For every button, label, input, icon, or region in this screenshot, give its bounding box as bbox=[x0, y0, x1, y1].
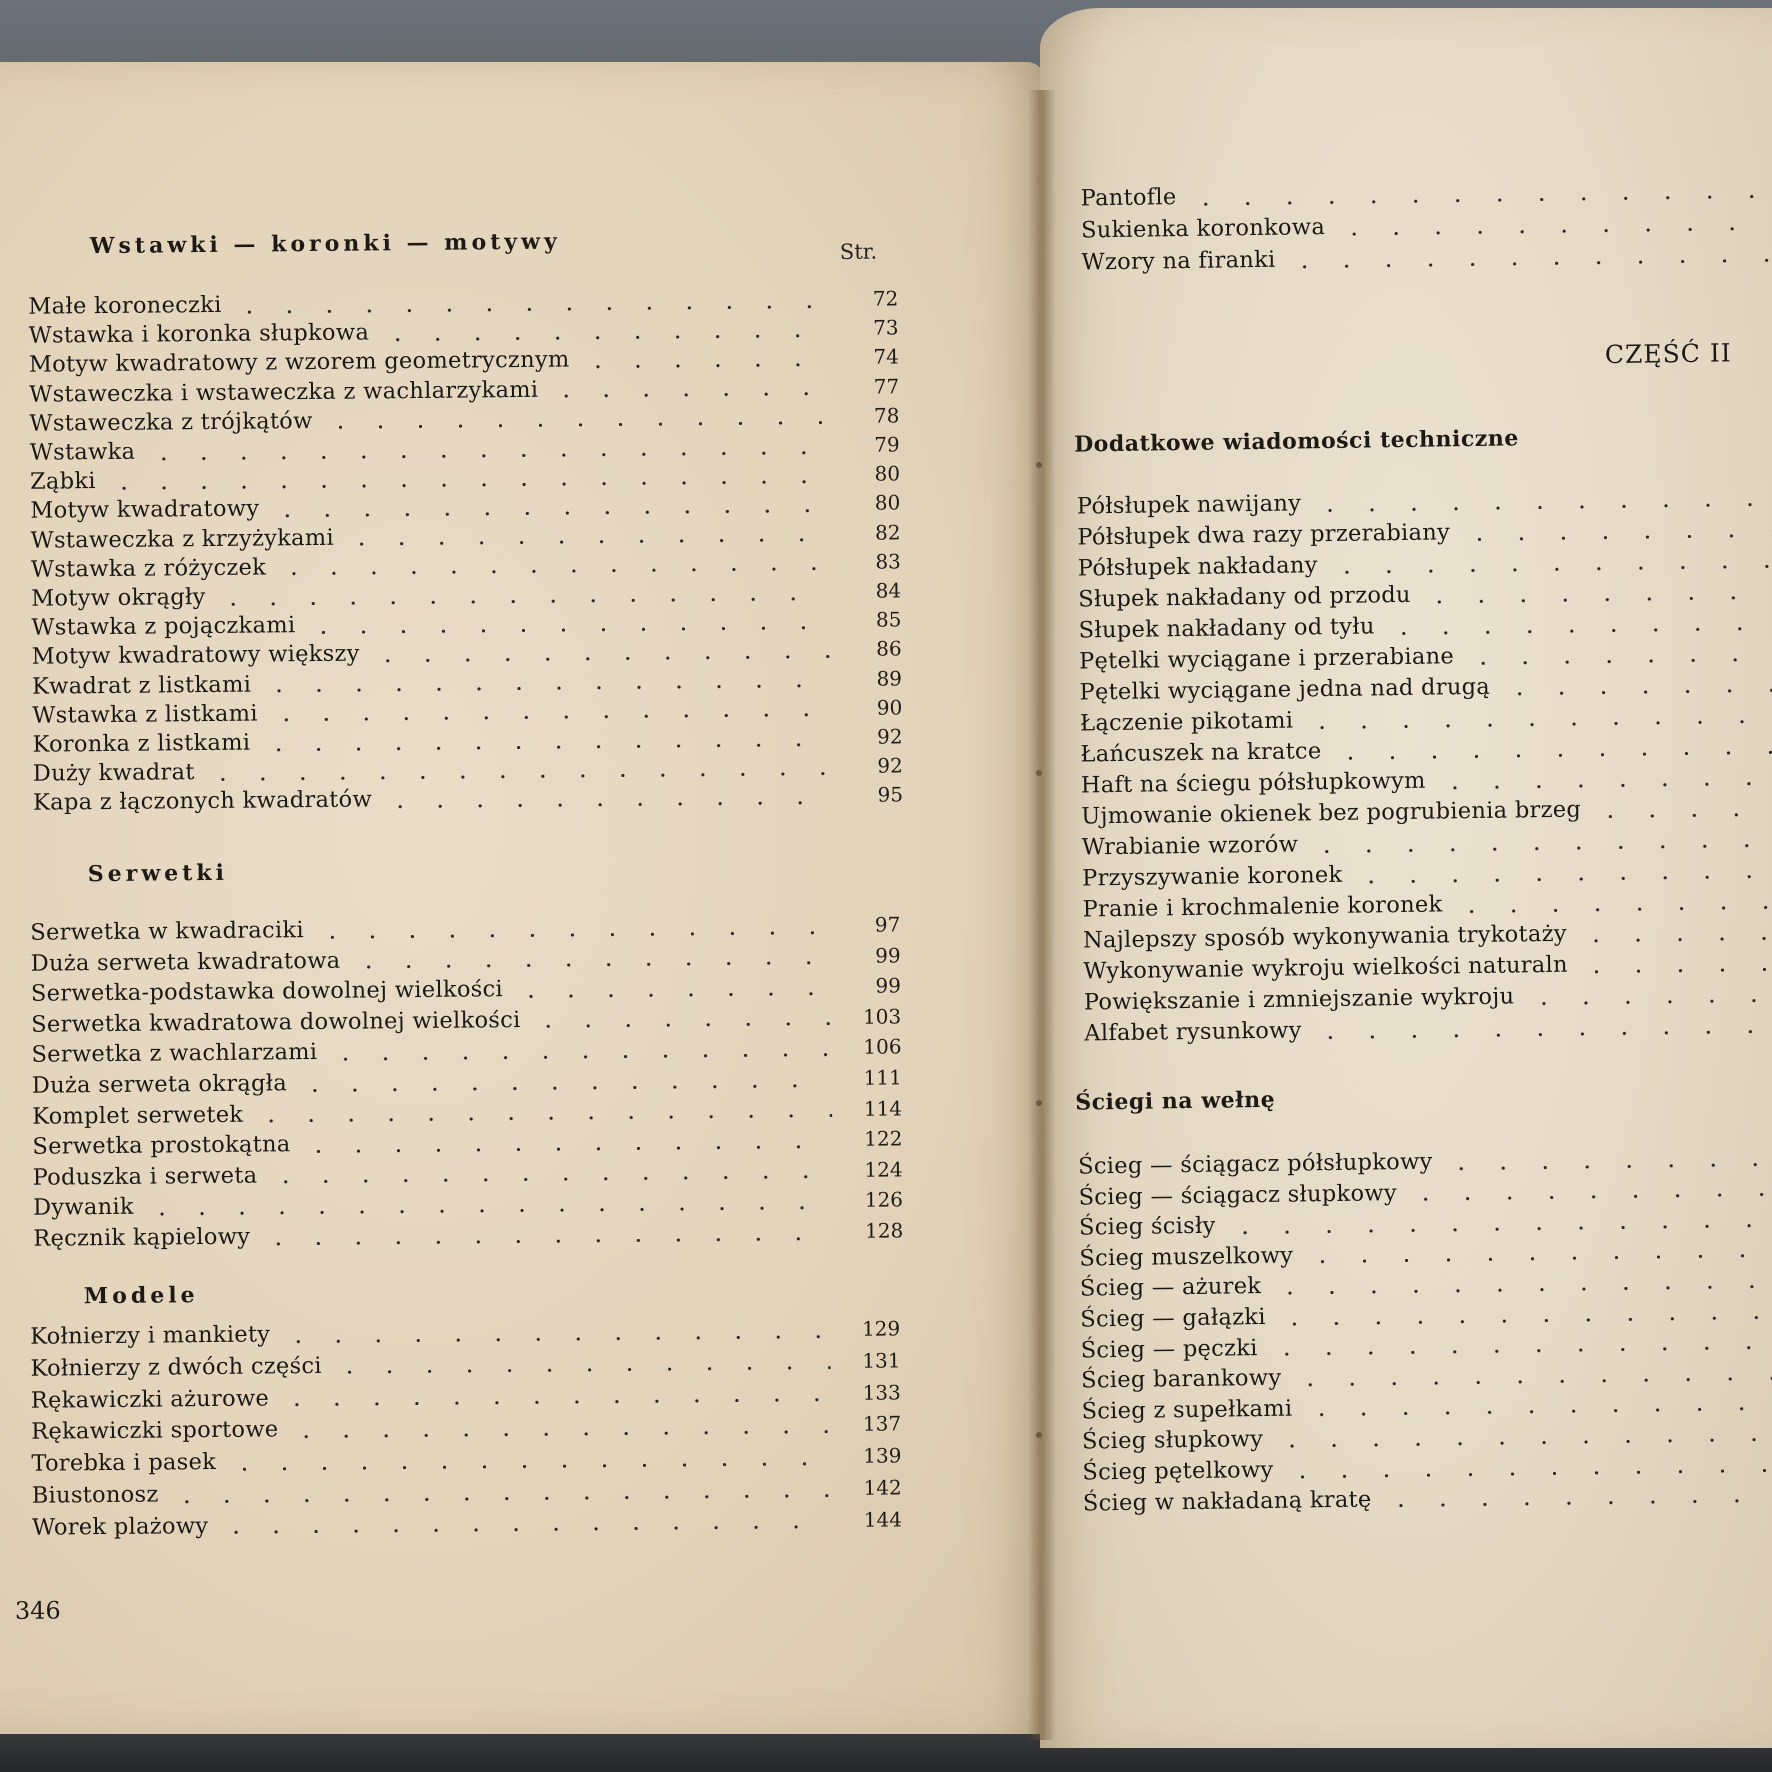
entry-title: Ścieg z supełkami bbox=[1081, 1395, 1293, 1425]
dot-leader bbox=[277, 1398, 831, 1406]
dot-leader bbox=[1589, 812, 1772, 818]
entry-title: Wstaweczka z krzyżykami bbox=[30, 524, 335, 554]
page-column-label: Str. bbox=[839, 239, 878, 264]
binding-stitch bbox=[1036, 1432, 1042, 1438]
binding-stitch bbox=[1036, 1100, 1042, 1106]
dot-leader bbox=[578, 363, 829, 368]
entry-title: Dywanik bbox=[32, 1194, 134, 1222]
entry-page-number: 82 bbox=[874, 519, 901, 545]
entry-page-number: 142 bbox=[863, 1475, 902, 1500]
entry-page-number: 124 bbox=[864, 1157, 903, 1182]
entry-page-number: 129 bbox=[861, 1316, 901, 1341]
binding-stitch bbox=[1036, 462, 1042, 468]
entry-title: Haft na ściegu półsłupkowym bbox=[1080, 767, 1426, 799]
entry-page-number: 99 bbox=[875, 942, 901, 968]
toc-entry bbox=[32, 1506, 902, 1544]
dot-leader bbox=[325, 1053, 831, 1061]
entry-title: Serwetka-podstawka dowolnej wielkości bbox=[30, 976, 504, 1007]
entry-title: Worek plażowy bbox=[31, 1512, 209, 1541]
dot-leader bbox=[1274, 1315, 1772, 1326]
section-heading: Ściegi na wełnę bbox=[1075, 1086, 1276, 1116]
entry-page-number: 128 bbox=[864, 1218, 904, 1243]
dot-leader bbox=[104, 480, 830, 490]
dot-leader bbox=[1284, 258, 1772, 268]
entry-title: Sukienka koronkowa bbox=[1080, 214, 1326, 244]
entry-page-number: 103 bbox=[862, 1004, 902, 1029]
dot-leader bbox=[265, 1175, 832, 1183]
dot-leader bbox=[1576, 967, 1772, 973]
entry-title: Serwetka z wachlarzami bbox=[31, 1039, 318, 1069]
dot-leader bbox=[258, 743, 832, 752]
dot-leader bbox=[511, 992, 831, 998]
dot-leader bbox=[1575, 936, 1772, 942]
section-heading: Serwetki bbox=[87, 859, 229, 888]
dot-leader bbox=[380, 801, 833, 808]
entry-title: Komplet serwetek bbox=[31, 1101, 244, 1130]
entry-title: Serwetka kwadratowa dowolnej wielkości bbox=[31, 1006, 521, 1038]
section-heading: Dodatkowe wiadomości techniczne bbox=[1073, 425, 1519, 458]
entry-title: Słupek nakładany od tyłu bbox=[1078, 613, 1375, 644]
entry-title: Ścieg — pęczki bbox=[1080, 1334, 1258, 1364]
entry-title: Duża serweta okrągła bbox=[31, 1070, 288, 1099]
dot-leader bbox=[342, 538, 831, 546]
entry-page-number: 97 bbox=[874, 912, 901, 937]
entry-title: Biustonosz bbox=[31, 1481, 159, 1509]
dot-leader bbox=[1185, 194, 1772, 205]
right-page bbox=[1040, 8, 1772, 1748]
entry-page-number: 137 bbox=[862, 1411, 902, 1437]
entry-title: Powiększanie i zmniejszanie wykroju bbox=[1083, 983, 1515, 1016]
entry-page-number: 78 bbox=[873, 403, 900, 428]
dot-leader bbox=[529, 1022, 832, 1028]
entry-page-number: 74 bbox=[873, 344, 899, 370]
dot-leader bbox=[266, 713, 832, 721]
entry-page-number: 122 bbox=[864, 1126, 903, 1151]
dot-leader bbox=[299, 1145, 833, 1153]
entry-title: Wstaweczka z trójkątów bbox=[29, 407, 313, 437]
dot-leader bbox=[224, 1462, 831, 1471]
dot-leader bbox=[546, 392, 829, 398]
entry-title: Półsłupek nakładany bbox=[1077, 552, 1318, 582]
dot-leader bbox=[303, 626, 831, 634]
dot-leader bbox=[1266, 1345, 1772, 1356]
entry-page-number: 99 bbox=[875, 973, 902, 998]
entry-title: Motyw okrągły bbox=[31, 584, 206, 612]
dot-leader bbox=[1282, 1468, 1772, 1479]
dot-leader bbox=[1300, 1407, 1772, 1417]
entry-title: Ścieg słupkowy bbox=[1081, 1426, 1264, 1455]
entry-title: Ścieg ścisły bbox=[1078, 1212, 1216, 1241]
entry-title: Kołnierzy i mankiety bbox=[30, 1321, 271, 1350]
entry-title: Rękawiczki sportowe bbox=[31, 1416, 279, 1446]
entry-title: Przyszywanie koronek bbox=[1081, 861, 1343, 892]
dot-leader bbox=[330, 1366, 831, 1374]
entry-title: Wstawka bbox=[29, 438, 136, 466]
entry-title: Alfabet rysunkowy bbox=[1084, 1017, 1302, 1047]
entry-page-number: 144 bbox=[863, 1507, 903, 1532]
dot-leader bbox=[348, 961, 830, 969]
entry-title: Ścieg muszelkowy bbox=[1079, 1242, 1294, 1272]
dot-leader bbox=[251, 1114, 832, 1123]
entry-title: Kołnierzy z dwóch części bbox=[30, 1352, 322, 1382]
dot-leader bbox=[1383, 626, 1772, 635]
entry-title: Ścieg — ażurek bbox=[1079, 1273, 1262, 1302]
dot-leader bbox=[1269, 1284, 1772, 1295]
entry-title: Wzory na firanki bbox=[1081, 246, 1276, 276]
dot-leader bbox=[368, 655, 832, 662]
entry-title: Słupek nakładany od przodu bbox=[1078, 581, 1411, 613]
entry-page-number: 114 bbox=[863, 1095, 903, 1121]
dot-leader bbox=[278, 1335, 830, 1343]
entry-title: Motyw kwadratowy z wzorem geometrycznym bbox=[28, 346, 570, 379]
binding-stitch bbox=[1036, 770, 1042, 776]
dot-leader bbox=[267, 509, 830, 517]
dot-leader bbox=[1380, 1498, 1772, 1507]
entry-title: Kwadrat z listkami bbox=[31, 671, 252, 700]
entry-page-number: 72 bbox=[872, 286, 899, 311]
entry-title: Ścieg pętelkowy bbox=[1082, 1456, 1274, 1486]
dot-leader bbox=[1441, 1162, 1772, 1170]
dot-leader bbox=[203, 772, 833, 781]
dot-leader bbox=[1462, 657, 1772, 665]
entry-title: Wstawka z pojączkami bbox=[31, 612, 296, 641]
section-heading: Wstawki — koronki — motywy bbox=[89, 228, 561, 260]
part-heading: CZĘŚĆ II bbox=[1604, 338, 1732, 370]
dot-leader bbox=[377, 334, 829, 341]
entry-title: Motyw kwadratowy bbox=[30, 495, 260, 525]
entry-page-number: 95 bbox=[877, 782, 904, 807]
dot-leader bbox=[1271, 1437, 1772, 1448]
dot-leader bbox=[1451, 905, 1772, 913]
dot-leader bbox=[167, 1494, 832, 1503]
dot-leader bbox=[274, 567, 831, 575]
entry-title: Kapa z łączonych kwadratów bbox=[32, 786, 373, 817]
dot-leader bbox=[1458, 533, 1772, 541]
entry-page-number: 83 bbox=[875, 549, 901, 574]
entry-title: Koronka z listkami bbox=[32, 729, 251, 758]
entry-title: Motyw kwadratowy większy bbox=[31, 640, 360, 671]
entry-title: Rękawiczki ażurowe bbox=[30, 1385, 270, 1414]
dot-leader bbox=[1330, 750, 1772, 760]
dot-leader bbox=[142, 1206, 833, 1216]
dot-leader bbox=[321, 421, 830, 429]
entry-title: Ujmowanie okienek bez pogrubienia brzeg bbox=[1081, 796, 1582, 830]
dot-leader bbox=[1301, 1254, 1772, 1264]
dot-leader bbox=[1310, 1029, 1772, 1039]
dot-leader bbox=[1498, 688, 1772, 695]
entry-title: Ścieg — ściągacz słupkowy bbox=[1078, 1179, 1398, 1211]
dot-leader bbox=[312, 931, 830, 939]
dot-leader bbox=[216, 1525, 832, 1534]
entry-page-number: 126 bbox=[864, 1187, 904, 1213]
dot-leader bbox=[1224, 1223, 1772, 1234]
entry-page-number: 80 bbox=[874, 490, 901, 516]
entry-title: Łańcuszek na kratce bbox=[1080, 738, 1322, 768]
entry-page-number: 73 bbox=[873, 315, 899, 340]
entry-title: Duży kwadrat bbox=[32, 759, 195, 787]
entry-title: Poduszka i serweta bbox=[32, 1162, 258, 1191]
entry-page-number: 86 bbox=[876, 636, 902, 662]
entry-title: Wstawka i koronka słupkowa bbox=[28, 319, 370, 349]
entry-page-number: 139 bbox=[863, 1443, 902, 1468]
page-number: 346 bbox=[14, 1596, 61, 1625]
entry-title: Wstawka z różyczek bbox=[30, 554, 267, 583]
entry-page-number: 89 bbox=[876, 665, 903, 691]
entry-title: Ścieg barankowy bbox=[1080, 1364, 1282, 1394]
entry-title: Ścieg w nakładaną kratę bbox=[1082, 1486, 1372, 1517]
dot-leader bbox=[214, 597, 832, 606]
entry-title: Ścieg — gałązki bbox=[1080, 1303, 1266, 1333]
entry-title: Najlepszy sposób wykonywania trykotaży bbox=[1082, 920, 1567, 954]
entry-page-number: 106 bbox=[863, 1034, 902, 1060]
entry-page-number: 133 bbox=[862, 1380, 901, 1405]
dot-leader bbox=[1351, 874, 1772, 884]
left-page bbox=[0, 62, 1045, 1734]
entry-title: Małe koroneczki bbox=[28, 291, 222, 320]
entry-page-number: 77 bbox=[873, 373, 900, 399]
dot-leader bbox=[1434, 781, 1772, 789]
entry-page-number: 92 bbox=[877, 753, 903, 778]
entry-page-number: 111 bbox=[863, 1065, 902, 1090]
entry-title: Ząbki bbox=[29, 468, 96, 495]
right-table-of-contents bbox=[1040, 8, 1772, 1748]
entry-title: Pętelki wyciągane jedna nad drugą bbox=[1079, 673, 1491, 706]
entry-title: Łączenie pikotami bbox=[1079, 707, 1294, 737]
dot-leader bbox=[1289, 1376, 1772, 1386]
entry-title: Półsłupek dwa razy przerabiany bbox=[1077, 519, 1451, 551]
entry-title: Serwetka w kwadraciki bbox=[30, 917, 305, 946]
entry-title: Duża serweta kwadratowa bbox=[30, 947, 341, 977]
dot-leader bbox=[1309, 502, 1772, 512]
entry-title: Ręcznik kąpielowy bbox=[33, 1223, 251, 1252]
dot-leader bbox=[287, 1430, 832, 1438]
entry-page-number: 90 bbox=[876, 695, 903, 720]
entry-title: Serwetka prostokątna bbox=[32, 1131, 291, 1160]
entry-title: Pantofle bbox=[1080, 184, 1177, 212]
dot-leader bbox=[259, 684, 832, 692]
entry-title: Wstaweczka i wstaweczka z wachlarzykami bbox=[29, 376, 539, 408]
left-table-of-contents bbox=[0, 62, 1045, 1734]
dot-leader bbox=[143, 451, 829, 461]
dot-leader bbox=[1333, 226, 1772, 235]
entry-title: Wrabianie wzorów bbox=[1081, 831, 1299, 861]
entry-title: Pranie i krochmalenie koronek bbox=[1082, 891, 1443, 923]
entry-title: Półsłupek nawijany bbox=[1076, 490, 1302, 520]
book-gutter bbox=[1028, 90, 1056, 1740]
dot-leader bbox=[1306, 843, 1772, 853]
dot-leader bbox=[230, 305, 829, 314]
section-heading: Modele bbox=[83, 1282, 199, 1310]
entry-page-number: 85 bbox=[875, 607, 902, 632]
dot-leader bbox=[1301, 719, 1772, 729]
entry-page-number: 79 bbox=[874, 432, 900, 457]
entry-page-number: 92 bbox=[876, 724, 903, 749]
entry-title: Torebka i pasek bbox=[31, 1449, 217, 1477]
entry-title: Pętelki wyciągane i przerabiane bbox=[1078, 643, 1455, 675]
dot-leader bbox=[258, 1237, 833, 1246]
dot-leader bbox=[1522, 998, 1772, 1005]
entry-title: Wykonywanie wykroju wielkości naturaln bbox=[1083, 951, 1569, 985]
entry-page-number: 80 bbox=[874, 461, 901, 486]
entry-page-number: 131 bbox=[862, 1348, 901, 1373]
dot-leader bbox=[1405, 1192, 1772, 1201]
dot-leader bbox=[1419, 595, 1772, 604]
entry-title: Ścieg — ściągacz półsłupkowy bbox=[1077, 1148, 1433, 1180]
dot-leader bbox=[1326, 564, 1772, 574]
entry-page-number: 84 bbox=[875, 578, 902, 603]
entry-title: Wstawka z listkami bbox=[32, 700, 258, 729]
dot-leader bbox=[295, 1084, 832, 1092]
